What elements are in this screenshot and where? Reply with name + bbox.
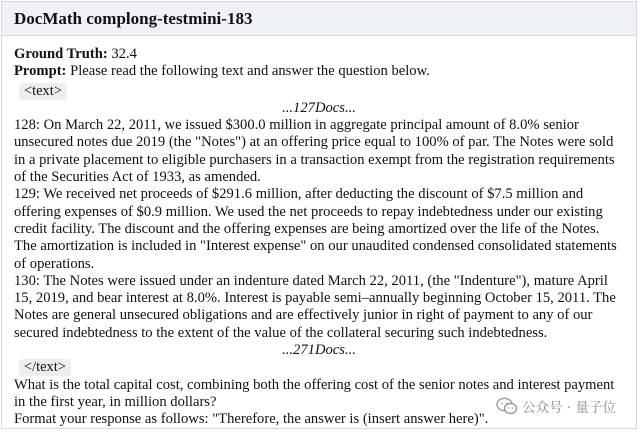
- passage-line: in a private placement to eligible purchasers in a transaction exempt from the registration requirements: [14, 151, 615, 168]
- watermark-text: 公众号 · 量子位: [522, 400, 616, 416]
- ellipsis-top: ...127Docs...: [282, 99, 356, 116]
- passage-line: 130: The Notes were issued under an indenture dated March 22, 2011, (the "Indenture"), mature April: [14, 272, 608, 289]
- header-bar: [2, 2, 636, 36]
- prompt-label: Prompt:: [14, 63, 67, 80]
- ground-truth-value: 32.4: [111, 46, 137, 62]
- passage-line: unsecured notes due 2019 (the "Notes") at an offering price equal to 100% of par. The Notes were sold: [14, 134, 614, 151]
- prompt-text: Please read the following text and answer the question below.: [70, 63, 430, 80]
- ground-truth-label: Ground Truth:: [14, 46, 108, 62]
- document-body: [2, 36, 636, 429]
- format-instruction: Format your response as follows: "Therefore, the answer is (insert answer here)".: [14, 411, 489, 428]
- passage-line: 15, 2019, and bear interest at 8.0%. Interest is payable semi–annually beginning October 15, 2011. The: [14, 290, 616, 307]
- wechat-icon: [496, 397, 518, 415]
- prompt-row: [14, 63, 624, 80]
- passage-line: offering expenses of $0.9 million. We used the net proceeds to repay indebtedness under our existing: [14, 203, 603, 220]
- open-tag-row: [14, 83, 624, 100]
- close-tag-row: [14, 359, 624, 376]
- passage-line: secured indebtedness to the extent of the value of the collateral securing such indebtedness.: [14, 324, 548, 341]
- passage-line: The amortization is included in "Interest expense" on our unaudited condensed consolidated statements: [14, 238, 617, 255]
- watermark: [496, 396, 616, 416]
- passage: [14, 117, 624, 342]
- passage-line: 128: On March 22, 2011, we issued $300.0 million in aggregate principal amount of 8.0% senior: [14, 117, 579, 134]
- text-close-tag: </text>: [19, 359, 71, 376]
- text-open-tag: <text>: [19, 83, 67, 100]
- document-frame: [1, 1, 637, 429]
- passage-line: of operations.: [14, 255, 95, 272]
- page-title: DocMath complong-testmini-183: [14, 8, 253, 28]
- passage-line: 129: We received net proceeds of $291.6 million, after deducting the discount of $7.5 million and: [14, 186, 584, 203]
- ellipsis-bottom: ...271Docs...: [282, 342, 356, 359]
- passage-line: Notes are general unsecured obligations and are effectively junior in right of payment to any of our: [14, 307, 593, 324]
- question-line: What is the total capital cost, combining both the offering cost of the senior notes and interest payment: [14, 376, 615, 393]
- passage-line: of the Securities Act of 1933, as amended.: [14, 169, 261, 186]
- question-line: in the first year, in million dollars?: [14, 393, 217, 410]
- ground-truth-row: [14, 46, 624, 63]
- passage-line: credit facility. The discount and the offering expenses are being amortized over the life of the Notes.: [14, 220, 600, 237]
